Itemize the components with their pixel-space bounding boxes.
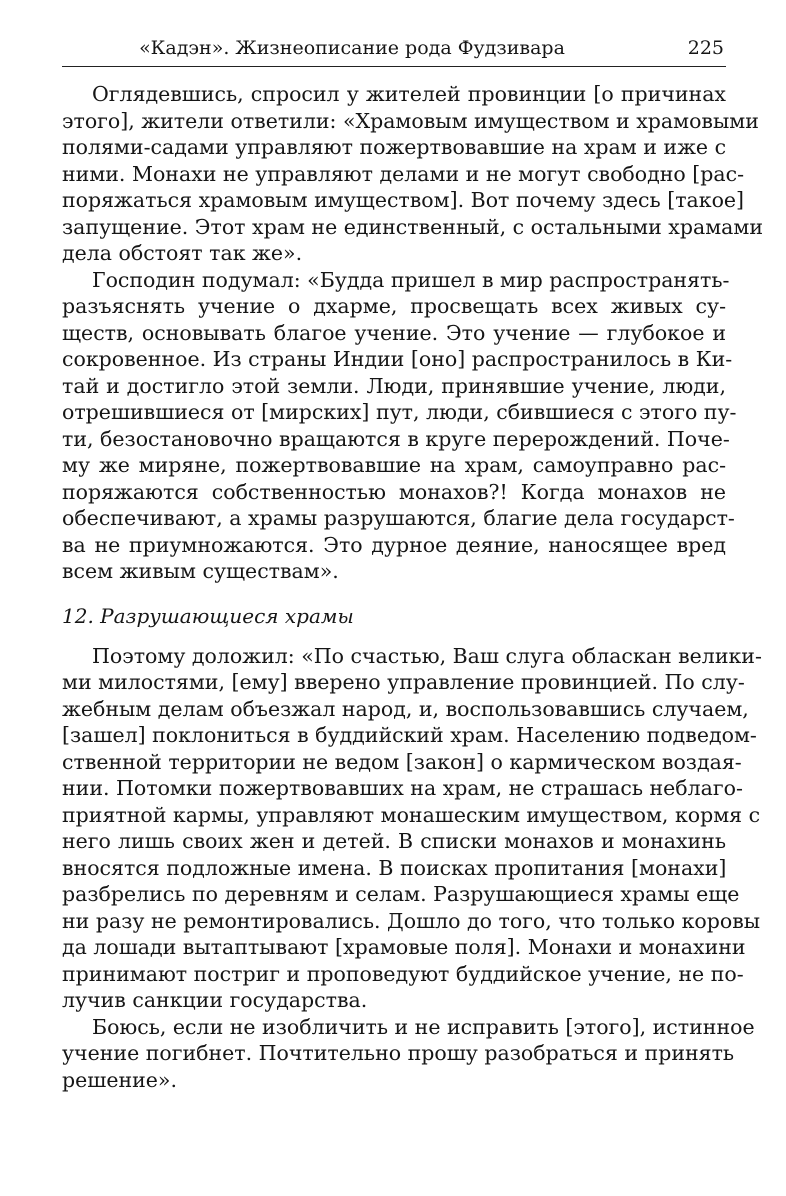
text-line: лучив санкции государства. xyxy=(62,988,368,1012)
paragraph xyxy=(62,643,762,1014)
text-line: да лошади вытаптывают [храмовые поля]. Монахи и монахини xyxy=(62,935,746,959)
running-header xyxy=(62,30,726,67)
text-line: сокровенное. Из страны Индии [оно] распространилось в Ки- xyxy=(62,347,733,371)
text-line: ми милостями, [ему] вверено управление провинцией. По слу- xyxy=(62,670,745,694)
text-line: разъяснять учение о дхарме, просвещать всех живых су- xyxy=(62,294,726,318)
text-line: Господин подумал: «Будда пришел в мир распространять- xyxy=(92,267,730,292)
text-line: ва не приумножаются. Это дурное деяние, наносящее вред xyxy=(62,532,726,557)
paragraph xyxy=(62,267,737,585)
text-line: ними. Монахи не управляют делами и не могут свободно [рас- xyxy=(62,161,745,186)
text-line: разбрелись по деревням и селам. Разрушающиеся храмы еще xyxy=(62,882,740,906)
text-line: поряжаться храмовым имуществом]. Вот почему здесь [такое] xyxy=(62,188,745,212)
body-text xyxy=(62,81,763,1093)
text-line: жебным делам объезжал народ, и, воспользовавшись случаем, xyxy=(62,696,749,721)
paragraph xyxy=(62,81,763,267)
running-title: «Кадэн». Жизнеописание рода Фудзивара xyxy=(139,37,565,59)
text-line: Боюсь, если не изобличить и не исправить [этого], истинное xyxy=(92,1014,755,1039)
text-line: тай и достигло этой земли. Люди, принявшие учение, люди, xyxy=(62,373,726,398)
paragraph xyxy=(62,1014,755,1094)
text-line: принимают постриг и проповедуют буддийское учение, не по- xyxy=(62,961,744,986)
text-line: этого], жители ответили: «Храмовым имуществом и храмовыми xyxy=(62,108,759,133)
text-line: Поэтому доложил: «По счастью, Ваш слуга обласкан велики- xyxy=(92,643,762,668)
text-line: решение». xyxy=(62,1067,177,1092)
text-line: нии. Потомки пожертвовавших на храм, не страшась неблаго- xyxy=(62,776,743,800)
text-line: учение погибнет. Почтительно прошу разобраться и принять xyxy=(62,1041,735,1065)
text-line: ственной территории не ведом [закон] о кармическом воздая- xyxy=(62,749,742,774)
text-line: полями-садами управляют пожертвовавшие на храм и иже с xyxy=(62,135,727,159)
text-line: всем живым существам». xyxy=(62,559,339,583)
text-line: ни разу не ремонтировались. Дошло до того, что только коровы xyxy=(62,908,761,933)
text-line: обеспечивают, а храмы разрушаются, благие дела государст- xyxy=(62,506,735,530)
text-line: запущение. Этот храм не единственный, с остальными храмами xyxy=(62,214,763,239)
text-line: него лишь своих жен и детей. В списки монахов и монахинь xyxy=(62,829,726,853)
text-line: [зашел] поклониться в буддийский храм. Населению подведом- xyxy=(62,723,757,747)
text-line: приятной кармы, управляют монашеским имуществом, кормя с xyxy=(62,802,761,827)
section-heading: 12. Разрушающиеся храмы xyxy=(62,603,354,628)
text-line: ти, безостановочно вращаются в круге перерождений. Поче- xyxy=(62,426,730,451)
text-line: Оглядевшись, спросил у жителей провинции [о причинах xyxy=(92,82,726,106)
page-number: 225 xyxy=(687,37,724,59)
text-line: дела обстоят так же». xyxy=(62,241,303,265)
text-line: вносятся подложные имена. В поисках пропитания [монахи] xyxy=(62,855,727,880)
text-line: му же миряне, пожертвовавшие на храм, самоуправно рас- xyxy=(62,453,726,477)
text-line: ществ, основывать благое учение. Это учение — глубокое и xyxy=(62,320,726,345)
text-line: отрешившиеся от [мирских] пут, люди, сбившиеся с этого пу- xyxy=(62,400,737,424)
text-line: поряжаются собственностью монахов?! Когда монахов не xyxy=(62,479,726,504)
book-page xyxy=(62,30,763,1093)
